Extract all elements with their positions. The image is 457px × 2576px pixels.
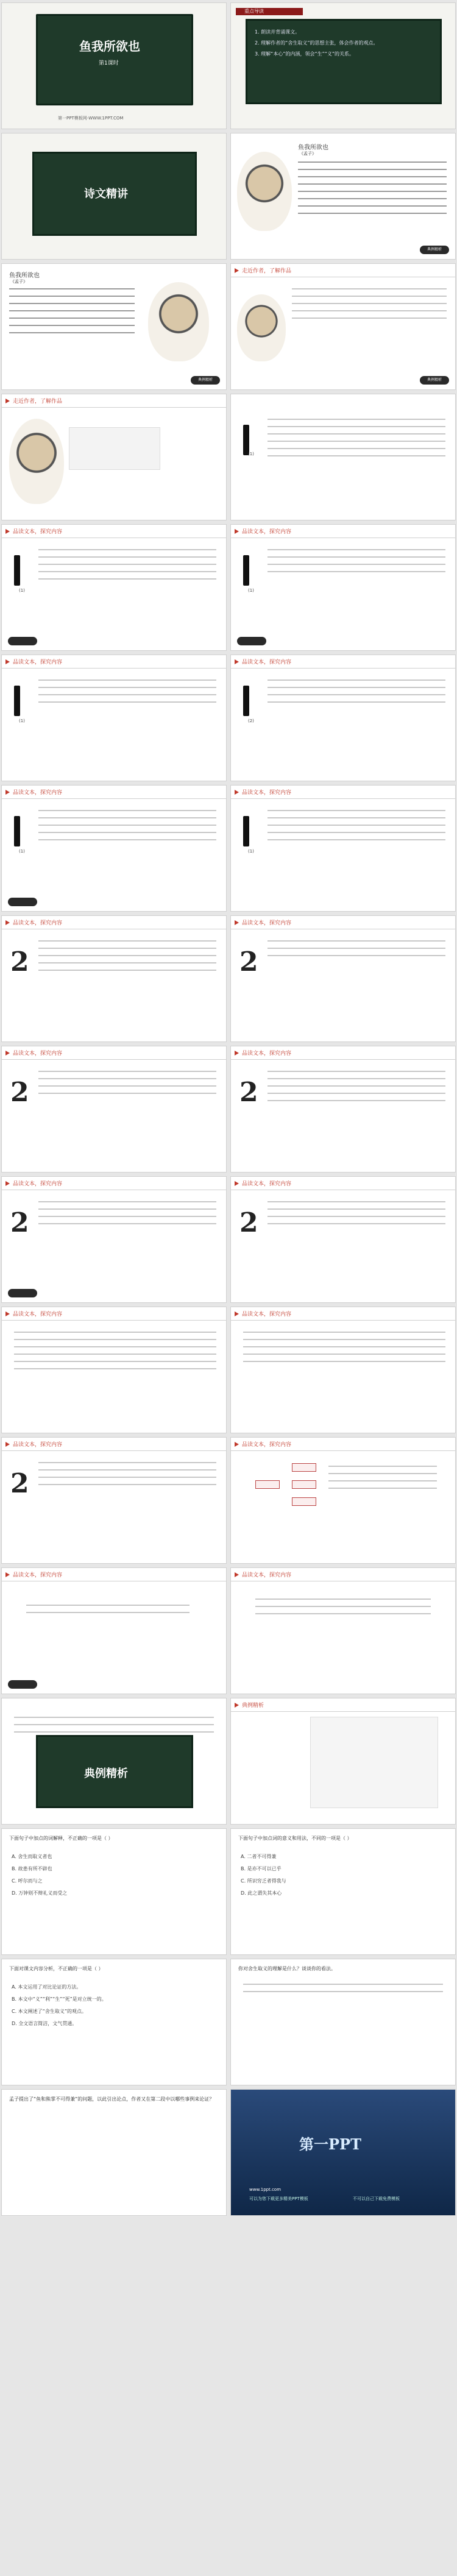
question-number: 2 [10,1207,29,1238]
sage-portrait [9,419,64,504]
slide-29-question[interactable] [1,1828,227,1955]
brush-mark [243,686,249,716]
goal-item-3: 3. 理解“本心”的内涵，领会“生”“义”的关系。 [255,51,355,57]
goal-item-1: 1. 朗读并背诵课文。 [255,29,300,35]
slide-11[interactable] [1,655,227,781]
question-number: (1) [19,588,25,593]
slide-header: 品读文本，探究内容 [231,525,455,538]
brush-mark [14,555,20,586]
slide-5-intro[interactable] [1,263,227,390]
question-number: 2 [239,1077,258,1108]
text-lines [267,679,445,709]
slide-1-title[interactable] [1,2,227,129]
slide-12[interactable] [230,655,456,781]
slide-header: 品读文本，探究内容 [2,655,226,669]
page-title: 鱼我所欲也 [79,39,140,54]
slide-13[interactable] [1,785,227,912]
question-title: 你对舍生取义的理解是什么？谈谈你的看法。 [238,1966,336,1971]
section-board [36,1735,193,1808]
text-lines [267,1201,445,1230]
text-lines [38,1462,216,1491]
intro-text-lines [9,288,135,339]
question-number: 2 [10,1468,29,1499]
mindmap-node [292,1480,316,1489]
brush-mark [243,425,249,455]
seal-badge [8,637,37,645]
text-lines [26,1605,190,1619]
brand-link[interactable]: www.1ppt.com [249,2187,282,2192]
poem-text-lines [298,161,447,220]
section-title: 诗文精讲 [84,188,128,200]
goal-item-2: 2. 理解作者的“舍生取义”的思想主张，体会作者的观点。 [255,40,378,46]
slide-header: 品读文本，探究内容 [231,1438,455,1451]
text-lines [267,419,445,463]
brush-mark [243,555,249,586]
brush-mark [14,686,20,716]
question-title: 下面对课文内容分析，不正确的一项是（ ） [9,1966,104,1971]
question-number: (1) [248,588,254,593]
slide-27-section[interactable] [1,1698,227,1825]
page-subtitle: 第1课时 [99,60,119,66]
question-title: 下面句子中加点的词解释，不正确的一项是（ ） [9,1836,113,1841]
slide-4-poem[interactable] [230,133,456,260]
slide-22[interactable] [230,1307,456,1433]
text-lines [255,1598,431,1620]
brand-promo: 可以为您下载更多精美PPT模板 [249,2196,308,2201]
seal-badge: 典例精析 [191,376,220,385]
slide-19[interactable] [1,1176,227,1303]
option-c[interactable]: C. 本文阐述了“舍生取义”的观点。 [12,2009,87,2014]
text-lines [267,549,445,578]
slide-17[interactable] [1,1046,227,1173]
question-number: 2 [239,1207,258,1238]
question-number: 2 [10,946,29,978]
mindmap-text [328,1466,437,1495]
slide-3-section[interactable] [1,133,227,260]
text-lines [14,1332,216,1375]
option-b[interactable]: B. 本文中“义”“利”“生”“死”是对立统一的。 [12,1996,107,2002]
slide-header: 品读文本，探究内容 [231,1177,455,1190]
slide-24-mindmap[interactable] [230,1437,456,1564]
text-lines [38,810,216,846]
slide-header: 走近作者，了解作品 [231,264,455,277]
text-lines [38,1071,216,1100]
goals-board [246,19,442,104]
slide-header: 品读文本，探究内容 [231,655,455,669]
question-title: 下面句子中加点词的意义和用法，不同的一项是（ ） [238,1836,352,1841]
text-lines [243,1332,445,1368]
slide-header: 品读文本，探究内容 [2,1438,226,1451]
poem-title: 鱼我所欲也 [298,144,328,151]
slide-31-question[interactable] [1,1959,227,2085]
goals-header: 重点导读 [236,8,309,15]
slide-7[interactable] [1,394,227,520]
answer-lines [243,1984,443,1998]
text-lines [38,549,216,586]
slide-2-goals[interactable] [230,2,456,129]
text-lines [267,940,445,962]
brush-mark [14,816,20,846]
site-watermark: 第一PPT模板网-WWW.1PPT.COM [58,116,124,121]
option-d[interactable]: D. 万钟则不辩礼义而受之 [12,1890,68,1896]
slide-28[interactable] [230,1698,456,1825]
brand-promo-2: 不可以自己下载免费模板 [353,2196,400,2201]
text-lines [267,810,445,846]
seal-badge [237,637,266,645]
text-image [310,1717,438,1808]
intro-title: 鱼我所欲也 [9,272,40,279]
option-b[interactable]: B. 是亦不可以已乎 [241,1866,282,1872]
sage-portrait [237,294,286,361]
question-number: (1) [248,452,254,456]
section-board [32,152,197,236]
intro-author: 《孟子》 [10,279,27,284]
slide-header: 典例精析 [231,1698,455,1712]
slide-header: 品读文本，探究内容 [2,1177,226,1190]
option-c[interactable]: C. 呼尔而与之 [12,1878,43,1884]
slide-16[interactable] [230,915,456,1042]
question-number: (1) [19,849,25,854]
slide-34-ad[interactable] [230,2089,456,2216]
option-a[interactable]: A. 本文运用了对比论证的方法。 [12,1984,82,1990]
seal-badge [8,1289,37,1297]
seal-badge [8,1680,37,1689]
option-c[interactable]: C. 所识穷乏者得我与 [241,1878,286,1884]
question-number: 2 [10,1077,29,1108]
option-b[interactable]: B. 故患有所不辟也 [12,1866,52,1872]
text-lines [267,1071,445,1107]
slide-33-question[interactable] [1,2089,227,2216]
slide-30-question[interactable] [230,1828,456,1955]
section-title: 典例精析 [84,1767,128,1780]
slide-header: 品读文本，探究内容 [2,525,226,538]
seal-badge: 典例精析 [420,376,449,385]
info-box [69,427,160,470]
slide-25[interactable] [1,1567,227,1694]
slide-header: 走近作者，了解作品 [2,394,226,408]
brand-logo: 第一PPT [299,2135,361,2153]
slide-header: 品读文本，探究内容 [2,1046,226,1060]
slide-18[interactable] [230,1046,456,1173]
slide-14[interactable] [230,785,456,912]
slide-8[interactable] [230,394,456,520]
slide-header: 品读文本，探究内容 [2,916,226,929]
text-lines [38,679,216,709]
slide-header: 品读文本，探究内容 [231,916,455,929]
slide-header: 品读文本，探究内容 [231,1046,455,1060]
slide-header: 品读文本，探究内容 [2,1307,226,1321]
brush-mark [243,816,249,846]
mindmap-node [292,1463,316,1472]
sage-portrait [148,282,209,361]
slide-26[interactable] [230,1567,456,1694]
option-a[interactable]: A. 二者不可得兼 [241,1854,277,1859]
chalkboard [36,14,193,105]
text-lines [38,940,216,977]
slide-23[interactable] [1,1437,227,1564]
mencius-portrait [237,152,292,231]
poem-author: 《孟子》 [299,151,316,156]
mindmap-node [255,1480,280,1489]
question-number: 2 [239,946,258,978]
question-number: (1) [19,719,25,723]
question-title: 孟子提出了“鱼和熊掌不可得兼”的问题，以此引出论点，作者又在第二段中以哪些事例来论证？ [9,2096,214,2102]
slide-10[interactable] [230,524,456,651]
slide-32-question[interactable] [230,1959,456,2085]
slide-header: 品读文本，探究内容 [231,1568,455,1581]
option-d[interactable]: D. 此之谓失其本心 [241,1890,282,1896]
text-lines [38,1201,216,1230]
question-number: (2) [248,719,254,723]
option-d[interactable]: D. 全文语言简洁，文气贯通。 [12,2021,77,2026]
slide-header: 品读文本，探究内容 [2,1568,226,1581]
slide-15[interactable] [1,915,227,1042]
seal-badge [8,898,37,906]
slide-9[interactable] [1,524,227,651]
option-a[interactable]: A. 舍生而取义者也 [12,1854,52,1859]
author-text-lines [292,288,447,325]
slide-header: 品读文本，探究内容 [231,786,455,799]
question-number: (1) [248,849,254,854]
seal-badge: 典例精析 [420,246,449,254]
slide-header: 品读文本，探究内容 [231,1307,455,1321]
slide-20[interactable] [230,1176,456,1303]
slide-6-author[interactable] [230,263,456,390]
mindmap-node [292,1497,316,1506]
slide-header: 品读文本，探究内容 [2,786,226,799]
slide-21[interactable] [1,1307,227,1433]
